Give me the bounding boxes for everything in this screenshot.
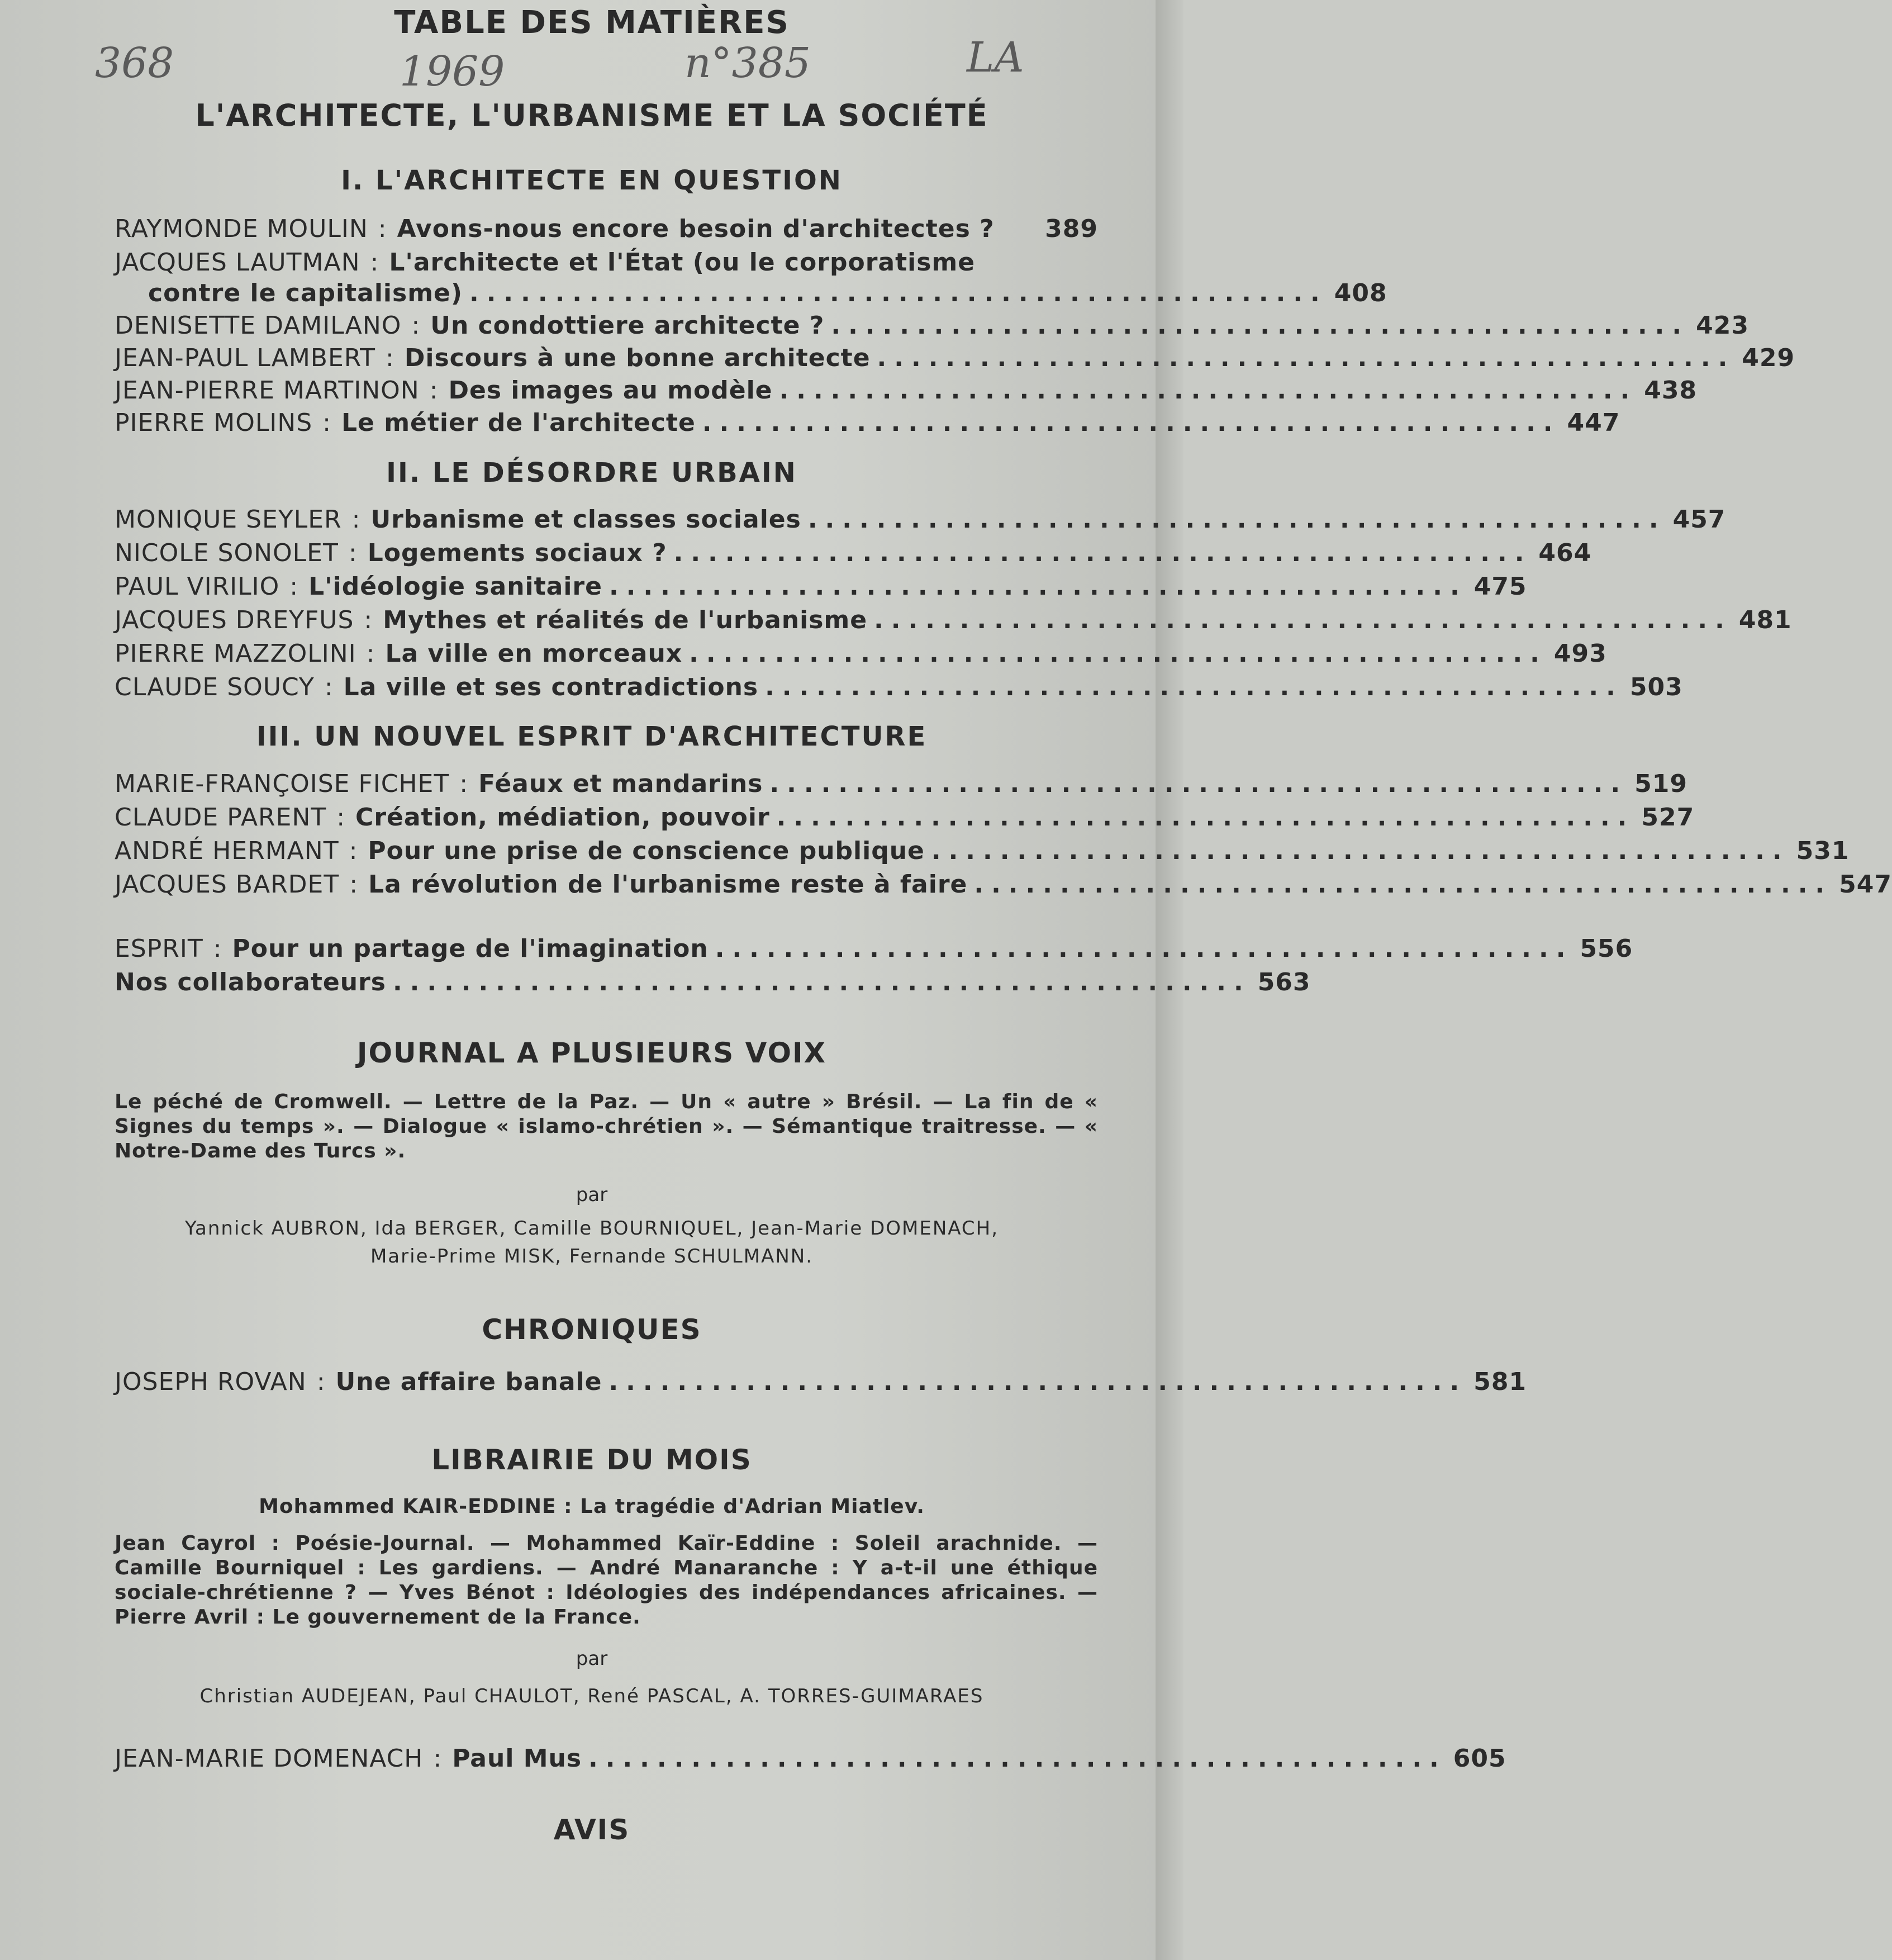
librairie-lead: Mohammed KAIR-EDDINE : La tragédie d'Adrian Miatlev. <box>259 1495 925 1518</box>
entry-author: RAYMONDE MOULIN <box>115 215 368 243</box>
entry-author: CLAUDE PARENT <box>115 803 327 832</box>
entry-title: La ville en morceaux <box>385 639 683 668</box>
section-title-2: II. LE DÉSORDRE URBAIN <box>386 457 797 488</box>
leader-dots: .................................................. <box>609 572 1467 601</box>
toc-entry: JEAN-PIERRE MARTINON : Des images au modèle .................................................. 438 <box>115 374 1098 407</box>
entry-title: Création, médiation, pouvoir <box>355 803 770 832</box>
librairie-title: LIBRAIRIE DU MOIS <box>431 1444 752 1476</box>
leader-dots: .................................................. <box>877 344 1736 372</box>
entry-title: Un condottiere architecte ? <box>430 311 825 340</box>
toc-entry: DENISETTE DAMILANO : Un condottiere architecte ? .................................................. 423 <box>115 309 1098 343</box>
leader-dots: .................................................. <box>673 539 1532 567</box>
toc-entry: JEAN-PAUL LAMBERT : Discours à une bonne architecte .................................................. 429 <box>115 341 1098 375</box>
entry-page: 408 <box>1334 279 1387 307</box>
leader-dots: .................................................. <box>779 376 1638 405</box>
toc-entry-esprit: ESPRIT : Pour un partage de l'imagination .................................................. 556 <box>115 932 1098 966</box>
entry-title: Logements sociaux ? <box>367 539 667 567</box>
toc-entry: MARIE-FRANÇOISE FICHET : Féaux et mandarins .................................................. 519 <box>115 767 1098 801</box>
entry-author: ANDRÉ HERMANT <box>115 837 339 865</box>
entry-page: 457 <box>1672 505 1726 534</box>
entry-title: Pour une prise de conscience publique <box>368 837 925 865</box>
entry-title: Pour un partage de l'imagination <box>232 934 709 963</box>
entry-title: Féaux et mandarins <box>478 770 763 798</box>
dossier-title: L'ARCHITECTE, L'URBANISME ET LA SOCIÉTÉ <box>195 98 988 133</box>
entry-page: 389 <box>1045 215 1098 243</box>
toc-entry: MONIQUE SEYLER : Urbanisme et classes sociales .................................................. 457 <box>115 503 1098 537</box>
leader-dots: .................................................. <box>469 279 1328 307</box>
leader-dots: .................................................. <box>392 968 1251 996</box>
toc-entry: NICOLE SONOLET : Logements sociaux ? .................................................. 464 <box>115 537 1098 570</box>
leader-dots: .................................................. <box>874 606 1732 634</box>
journal-par: par <box>576 1184 608 1206</box>
handwritten-note-number: n°385 <box>684 39 811 87</box>
journal-contents: Le péché de Cromwell. — Lettre de la Paz. — Un « autre » Brésil. — La fin de « Signes du temps ». — Dialogue « islamo-chrétien ». — Sémantique traitresse. — « Notre-Dame des Turcs ». <box>115 1090 1098 1162</box>
entry-page: 519 <box>1634 770 1688 798</box>
journal-authors-line2: Marie-Prime MISK, Fernande SCHULMANN. <box>370 1245 814 1268</box>
entry-author: JACQUES DREYFUS <box>115 606 354 634</box>
entry-author: JEAN-PAUL LAMBERT <box>115 344 376 372</box>
entry-author: PIERRE MOLINS <box>115 409 313 437</box>
entry-author: ESPRIT <box>115 934 203 963</box>
entry-page: 503 <box>1629 673 1683 701</box>
toc-entry-chronique: JOSEPH ROVAN : Une affaire banale .................................................. 581 <box>115 1365 1098 1399</box>
entry-page: 481 <box>1738 606 1792 634</box>
leader-dots: .................................................. <box>702 409 1561 437</box>
entry-page: 493 <box>1553 639 1607 668</box>
librairie-contents: Jean Cayrol : Poésie-Journal. — Mohammed Kaïr-Eddine : Soleil arachnide. — Camille Bourniquel : Les gardiens. — André Manaranche : Y a-t-il une éthique sociale-chrétienne ? — Yves Bénot : Idéologies des indépendances africaines. — Pierre Avril : Le gouvernement de la France. <box>115 1532 1098 1629</box>
leader-dots: .................................................. <box>974 870 1833 899</box>
entry-page: 527 <box>1641 803 1695 832</box>
leader-dots: .................................................. <box>715 934 1574 963</box>
entry-title: La ville et ses contradictions <box>343 673 759 701</box>
entry-author: JEAN-MARIE DOMENACH <box>115 1744 424 1773</box>
entry-title: La révolution de l'urbanisme reste à faire <box>368 870 968 899</box>
entry-author: DENISETTE DAMILANO <box>115 311 402 340</box>
entry-title: Paul Mus <box>452 1744 582 1773</box>
section-title-1: I. L'ARCHITECTE EN QUESTION <box>341 165 843 196</box>
entry-page: 429 <box>1742 344 1795 372</box>
entry-title: Des images au modèle <box>448 376 773 405</box>
toc-entry: ANDRÉ HERMANT : Pour une prise de conscience publique .................................................. 531 <box>115 834 1098 868</box>
avis-title: AVIS <box>553 1814 630 1846</box>
entry-author: CLAUDE SOUCY <box>115 673 315 701</box>
toc-entry: JACQUES LAUTMAN : L'architecte et l'État (ou le corporatisme <box>115 246 1098 279</box>
leader-dots: .................................................. <box>831 311 1690 340</box>
entry-page: 423 <box>1696 311 1749 340</box>
entry-author: JACQUES BARDET <box>115 870 340 899</box>
entry-title: Avons-nous encore besoin d'architectes ? <box>397 215 995 243</box>
journal-title: JOURNAL A PLUSIEURS VOIX <box>356 1037 827 1069</box>
entry-page: 581 <box>1473 1368 1527 1396</box>
journal-authors-line1: Yannick AUBRON, Ida BERGER, Camille BOURNIQUEL, Jean-Marie DOMENACH, <box>184 1217 999 1240</box>
leader-dots: .................................................. <box>609 1368 1467 1396</box>
leader-dots: .................................................. <box>807 505 1666 534</box>
librairie-authors: Christian AUDEJEAN, Paul CHAULOT, René PASCAL, A. TORRES-GUIMARAES <box>199 1685 984 1707</box>
entry-title: L'architecte et l'État (ou le corporatisme <box>389 248 976 277</box>
toc-entry-continuation <box>148 277 1387 310</box>
entry-author: PIERRE MAZZOLINI <box>115 639 356 668</box>
toc-entry: JACQUES BARDET : La révolution de l'urbanisme reste à faire .................................................. 547 <box>115 868 1098 901</box>
leader-dots: .................................................. <box>769 770 1628 798</box>
leader-dots: .................................................. <box>776 803 1635 832</box>
toc-entry: RAYMONDE MOULIN : Avons-nous encore besoin d'architectes ? 389 <box>115 212 1098 246</box>
entry-page: 556 <box>1580 934 1633 963</box>
entry-page: 547 <box>1839 870 1892 899</box>
entry-author: NICOLE SONOLET <box>115 539 339 567</box>
toc-entry: PIERRE MOLINS : Le métier de l'architecte .................................................. 447 <box>115 406 1098 440</box>
librairie-par: par <box>576 1648 608 1670</box>
entry-title: Discours à une bonne architecte <box>404 344 871 372</box>
entry-title: Une affaire banale <box>335 1368 602 1396</box>
handwritten-note-la: LA <box>967 34 1024 82</box>
entry-page: 438 <box>1644 376 1698 405</box>
entry-author: JEAN-PIERRE MARTINON <box>115 376 420 405</box>
toc-entry-final: JEAN-MARIE DOMENACH : Paul Mus .................................................. 605 <box>115 1742 1098 1776</box>
leader-dots: .................................................. <box>689 639 1547 668</box>
leader-dots: .................................................. <box>931 837 1790 865</box>
entry-author: PAUL VIRILIO <box>115 572 280 601</box>
toc-entry: CLAUDE SOUCY : La ville et ses contradictions .................................................. 503 <box>115 671 1098 704</box>
page-title: TABLE DES MATIÈRES <box>394 4 790 41</box>
entry-page: 464 <box>1538 539 1592 567</box>
entry-title: Le métier de l'architecte <box>341 409 696 437</box>
entry-author: MONIQUE SEYLER <box>115 505 342 534</box>
entry-page: 475 <box>1473 572 1527 601</box>
entry-title: L'idéologie sanitaire <box>308 572 602 601</box>
entry-title: Mythes et réalités de l'urbanisme <box>383 606 868 634</box>
entry-title-continuation: contre le capitalisme) <box>148 279 463 307</box>
entry-author: MARIE-FRANÇOISE FICHET <box>115 770 450 798</box>
toc-entry: PIERRE MAZZOLINI : La ville en morceaux .................................................. 493 <box>115 637 1098 671</box>
entry-title: Urbanisme et classes sociales <box>370 505 801 534</box>
entry-page: 531 <box>1796 837 1850 865</box>
entry-author: JOSEPH ROVAN <box>115 1368 307 1396</box>
toc-entry: CLAUDE PARENT : Création, médiation, pouvoir .................................................. 527 <box>115 801 1098 834</box>
toc-entry: JACQUES DREYFUS : Mythes et réalités de l'urbanisme .................................................. 481 <box>115 604 1098 637</box>
chroniques-title: CHRONIQUES <box>482 1313 702 1346</box>
section-title-3: III. UN NOUVEL ESPRIT D'ARCHITECTURE <box>256 721 928 752</box>
entry-page: 605 <box>1453 1744 1506 1773</box>
leader-dots: .................................................. <box>765 673 1623 701</box>
entry-page: 563 <box>1257 968 1311 996</box>
toc-entry: PAUL VIRILIO : L'idéologie sanitaire .................................................. 475 <box>115 570 1098 604</box>
entry-author: JACQUES LAUTMAN <box>115 248 360 277</box>
entry-page: 447 <box>1567 409 1620 437</box>
handwritten-note-368: 368 <box>95 39 174 87</box>
leader-dots: .................................................. <box>588 1744 1447 1773</box>
handwritten-note-year: 1969 <box>400 48 505 96</box>
entry-title: Nos collaborateurs <box>115 968 386 996</box>
toc-entry-collaborateurs <box>115 966 1311 999</box>
